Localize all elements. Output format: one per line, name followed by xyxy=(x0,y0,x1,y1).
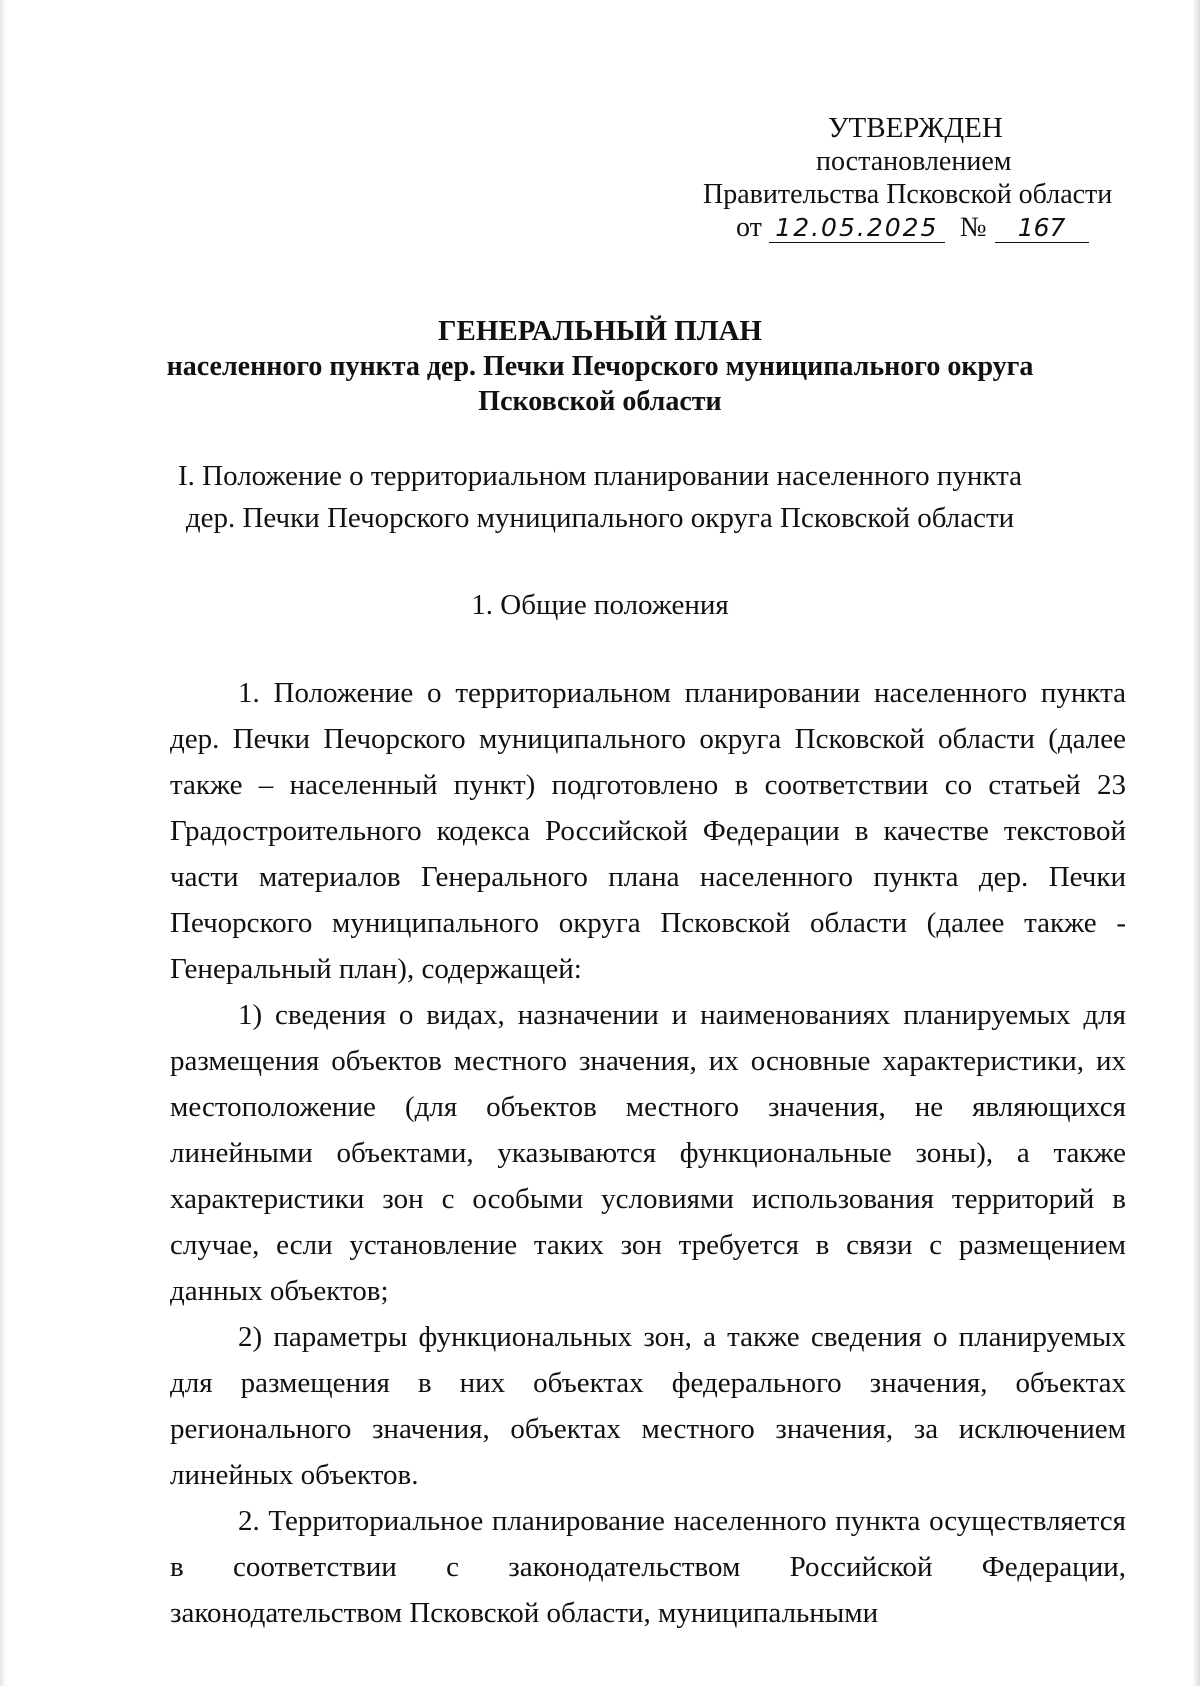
approval-government-line: Правительства Псковской области xyxy=(703,179,1113,210)
paragraph: 1. Положение о территориальном планировании населенного пункта дер. Печки Печорского муниципального округа Псковской области (далее также – населенный пункт) подготовлено в соответствии со статьей 23 Градостроительного кодекса Российской Федерации в качестве текстовой части материалов Генерального плана населенного пункта дер. Печки Печорского муниципального округа Псковской области (далее также - Генеральный план), содержащей: xyxy=(170,677,1126,985)
plan-subtitle-line1: населенного пункта дер. Печки Печорского муниципального округа xyxy=(166,351,1034,382)
approval-stamp xyxy=(680,112,1160,244)
part-heading-line1: I. Положение о территориальном планировании населенного пункта xyxy=(177,460,1022,492)
plan-subtitle-line2: Псковской области xyxy=(478,386,722,417)
paragraph: 1) сведения о видах, назначении и наименованиях планируемых для размещения объектов местного значения, их основные характеристики, их местоположение (для объектов местного значения, не являющихся линейными объектами, указываются функциональные зоны), а также характеристики зон с особыми условиями использования территорий в случае, если установление таких зон требуется в связи с размещением данных объектов; xyxy=(170,999,1126,1307)
handwritten-number: 167 xyxy=(995,214,1089,243)
date-prefix: от xyxy=(736,212,762,243)
body-text xyxy=(170,670,1126,1636)
approval-decree-line: постановлением xyxy=(816,146,1012,177)
approval-date-line xyxy=(680,211,1160,244)
section-heading: 1. Общие положения xyxy=(471,589,729,621)
approval-title: УТВЕРЖДЕН xyxy=(828,112,1003,144)
paragraph: 2. Территориальное планирование населенного пункта осуществляется в соответствии с законодательством Российской Федерации, законодательством Псковской области, муниципальными xyxy=(170,1505,1126,1629)
paragraph: 2) параметры функциональных зон, а также сведения о планируемых для размещения в них объектах федерального значения, объектах регионального значения, объектах местного значения, за исключением линейных объектов. xyxy=(170,1321,1126,1491)
handwritten-date: 12.05.2025 xyxy=(769,214,945,243)
number-sign: № xyxy=(959,212,987,243)
part-heading-line2: дер. Печки Печорского муниципального округа Псковской области xyxy=(185,502,1015,534)
scan-edge-left xyxy=(0,0,6,1686)
plan-title: ГЕНЕРАЛЬНЫЙ ПЛАН xyxy=(438,315,762,347)
scan-edge-right xyxy=(1192,0,1200,1686)
